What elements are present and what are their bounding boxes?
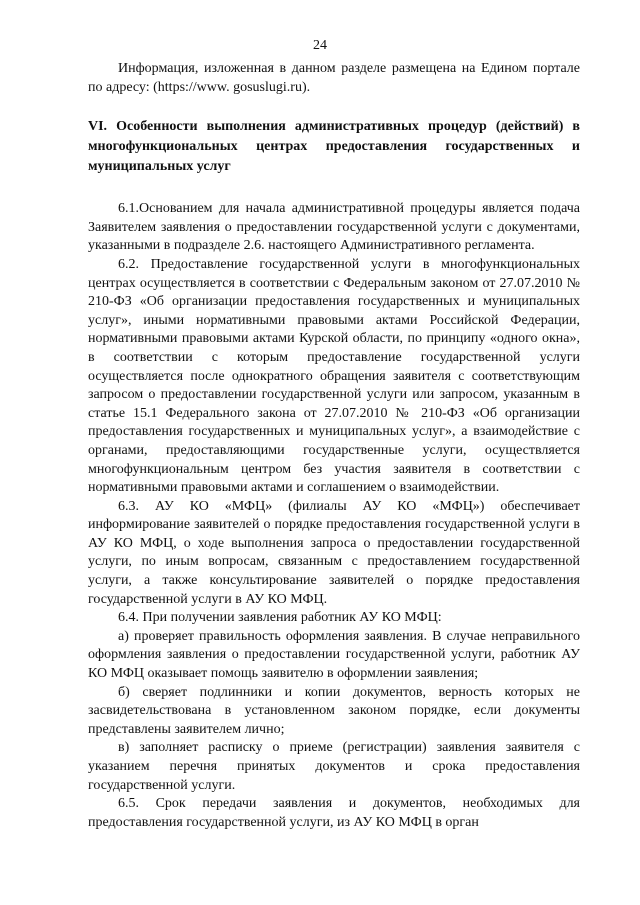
paragraph-6-2: 6.2. Предоставление государственной услуги в многофункциональных центрах осуществляется в соответствии с Федеральным законом от 27.07.2010 № 210-ФЗ «Об организации предоставления государственных и муниципальных услуг», иными нормативными правовыми актами Российской Федерации, нормативными правовыми актами Курской области, по принципу «одного окна», в соответствии с которым предоставление государственной услуги осуществляется после однократного обращения заявителя с соответствующим запросом о предоставлении государственной услуги или запросом, указанным в статье 15.1 Федерального закона от 27.07.2010 № 210-ФЗ «Об организации предоставления государственных и муниципальных услуг», а взаимодействие с органами, предоставляющими государственные услуги, осуществляется многофункциональным центром без участия заявителя в соответствии с нормативными правовыми актами и соглашением о взаимодействии. <box>88 256 580 496</box>
paragraph-6-4-c: в) заполняет расписку о приеме (регистрации) заявления заявителя с указанием перечня принятых документов и срока предоставления государственной услуги. <box>88 740 580 793</box>
paragraph-6-4-a: а) проверяет правильность оформления заявления. В случае неправильного оформления заявления о предоставлении государственной услуги, работник АУ КО МФЦ оказывает помощь заявителю в оформлении заявления; <box>88 628 580 682</box>
page-content <box>88 60 580 832</box>
paragraph-6-4: 6.4. При получении заявления работник АУ КО МФЦ: <box>118 610 442 626</box>
section-heading: VI. Особенности выполнения административных процедур (действий) в многофункциональных центрах предоставления государственных и муниципальных услуг <box>88 119 580 175</box>
intro-paragraph: Информация, изложенная в данном разделе размещена на Едином портале по адресу: (https://www. gosuslugi.ru). <box>88 61 580 95</box>
page-number: 24 <box>313 38 327 53</box>
paragraph-6-3: 6.3. АУ КО «МФЦ» (филиалы АУ КО «МФЦ») обеспечивает информирование заявителей о порядке предоставления государственной услуги в АУ КО МФЦ, о ходе выполнения запроса о предоставлении государственной услуги, по иным вопросам, связанным с предоставлением государственной услуги, а также консультирование заявителей о порядке предоставления государственной услуги в АУ КО МФЦ. <box>88 498 580 607</box>
paragraph-6-4-b: б) сверяет подлинники и копии документов, верность которых не засвидетельствована в установленном законом порядке, если документы представлены заявителем лично; <box>88 684 580 737</box>
paragraph-6-1: 6.1.Основанием для начала административной процедуры является подача Заявителем заявления о предоставлении государственной услуги с документами, указанными в подразделе 2.6. настоящего Административного регламента. <box>88 201 580 254</box>
paragraph-6-5: 6.5. Срок передачи заявления и документов, необходимых для предоставления государственной услуги, из АУ КО МФЦ в орган <box>88 796 580 830</box>
